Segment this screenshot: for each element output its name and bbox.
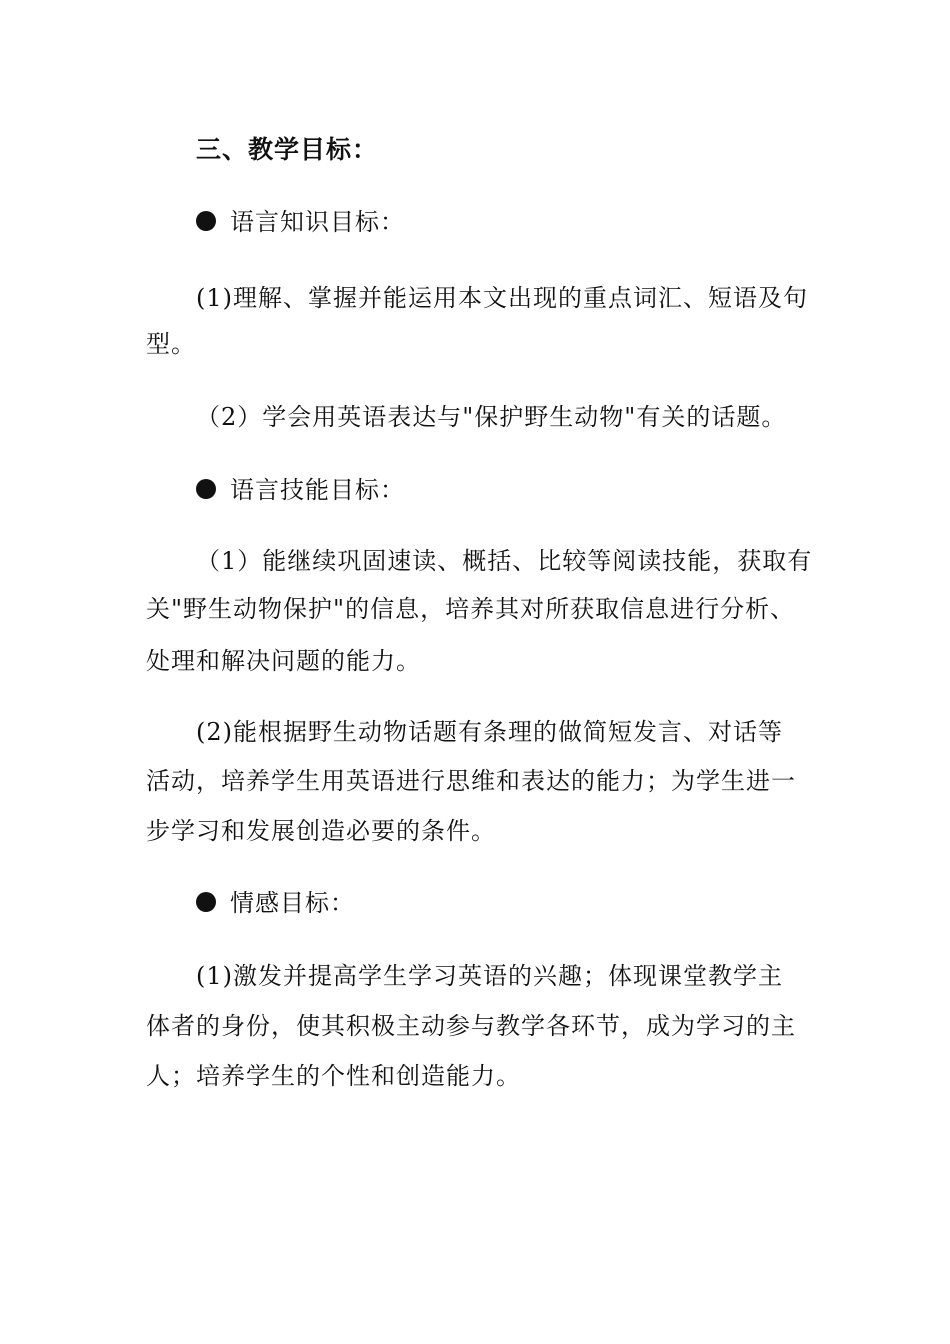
skills-item2-line1: (2)能根据野生动物话题有条理的做简短发言、对话等: [196, 718, 783, 746]
skills-item2-line3: 步学习和发展创造必要的条件。: [146, 817, 496, 845]
skills-item1-line3: 处理和解决问题的能力。: [146, 647, 421, 675]
emotion-item1-line3: 人；培养学生的个性和创造能力。: [146, 1062, 521, 1090]
bullet-icon: [196, 892, 216, 912]
emotion-heading-row: [196, 887, 355, 919]
knowledge-item1-line2: 型。: [146, 330, 196, 358]
emotion-heading: 情感目标：: [230, 889, 355, 917]
skills-heading-row: [196, 474, 405, 506]
skills-item1-line2: 关"野生动物保护"的信息，培养其对所获取信息进行分析、: [146, 595, 796, 623]
emotion-item1-line1: (1)激发并提高学生学习英语的兴趣；体现课堂教学主: [196, 962, 783, 990]
skills-item1-line1: （1）能继续巩固速读、概括、比较等阅读技能，获取有: [196, 547, 813, 575]
knowledge-heading: 语言知识目标：: [230, 208, 405, 236]
section-title: 三、教学目标：: [196, 135, 379, 164]
knowledge-item2: （2）学会用英语表达与"保护野生动物"有关的话题。: [196, 403, 787, 431]
bullet-icon: [196, 211, 216, 231]
knowledge-heading-row: [196, 206, 405, 238]
skills-item2-line2: 活动，培养学生用英语进行思维和表达的能力；为学生进一: [146, 767, 796, 795]
skills-heading: 语言技能目标：: [230, 476, 405, 504]
knowledge-item1-line1: (1)理解、掌握并能运用本文出现的重点词汇、短语及句: [196, 284, 808, 312]
bullet-icon: [196, 479, 216, 499]
emotion-item1-line2: 体者的身份，使其积极主动参与教学各环节，成为学习的主: [146, 1012, 796, 1040]
